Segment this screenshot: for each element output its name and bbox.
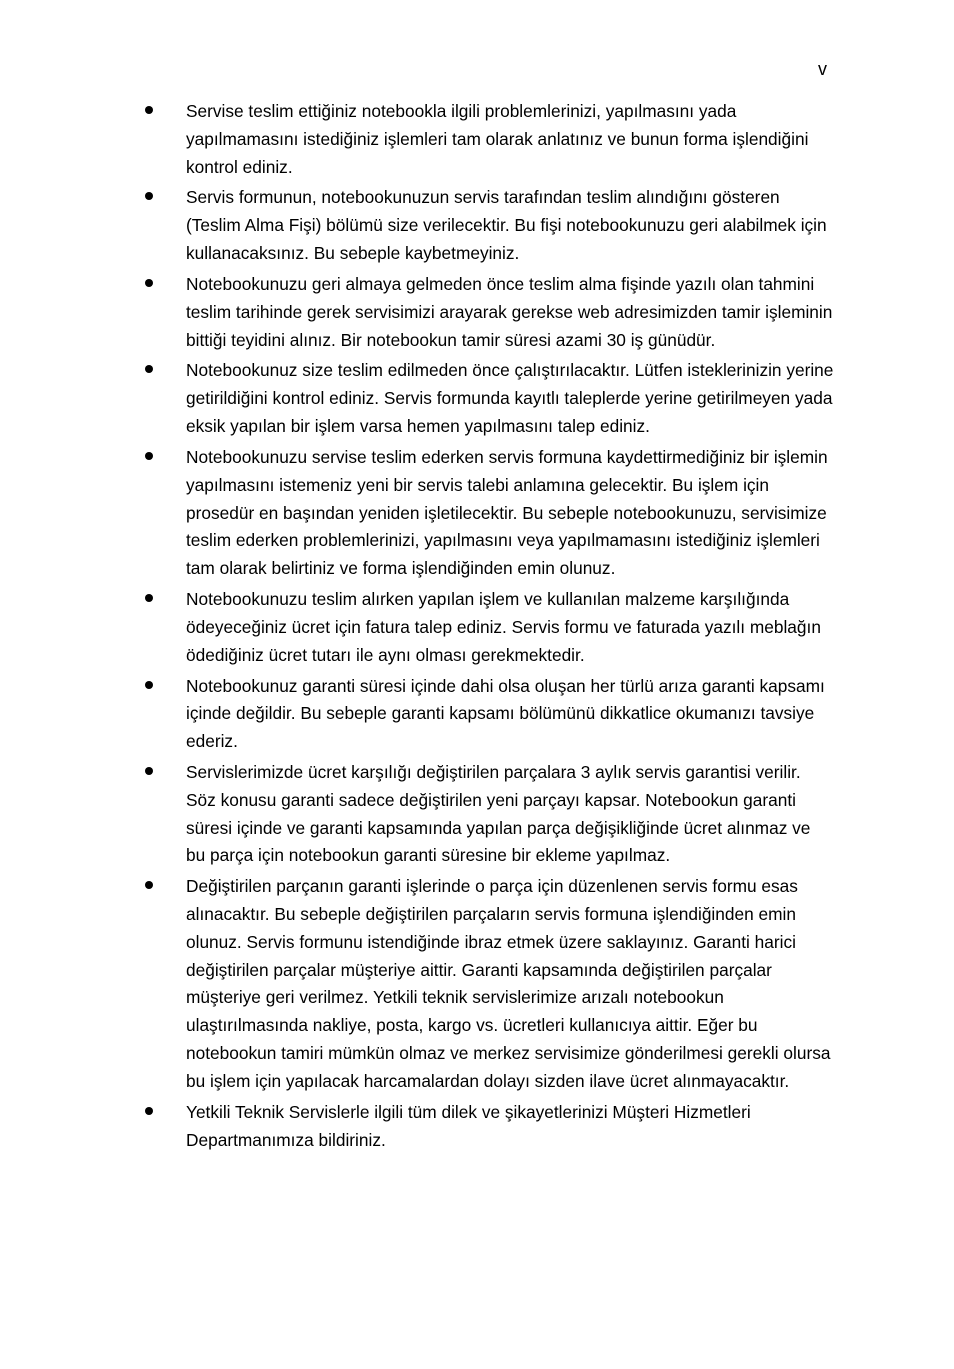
bullet-icon — [145, 881, 153, 889]
bullet-list — [0, 98, 954, 1157]
list-item-text: Değiştirilen parçanın garanti işlerinde o parça için düzenlenen servis formu esas alınacaktır. Bu sebeple değiştirilen parçaların servis formuna işlendiğinden emin olunuz. Servis formunu istendiğinde ibraz etmek üzere saklayınız. Garanti harici değiştirilen parçalar müşteriye aittir. Garanti kapsamında değiştirilen parçalar müşteriye geri verilmez. Yetkili teknik servislerimize arızalı notebookun ulaştırılmasında nakliye, posta, kargo vs. ücretleri kullanıcıya aittir. Eğer bu notebookun tamiri mümkün olmaz ve merkez servisimize gönderilmesi gerekli olursa bu işlem için yapılacak harcamalardan dolayı sizden ilave ücret alınmayacaktır. — [186, 876, 831, 1091]
list-item — [0, 444, 954, 583]
list-item-text: Notebookunuzu servise teslim ederken servis formuna kaydettirmediğiniz bir işlemin yapılmasını istemeniz yeni bir servis talebi anlamına gelecektir. Bu işlem için prosedür en başından yeniden işletilecektir. Bu sebeple notebookunuzu, servisimize teslim ederken problemlerinizi, yapılmasını veya yapılmamasını istediğiniz işlemleri tam olarak belirtiniz ve forma işlendiğinden emin olunuz. — [186, 446, 828, 579]
list-item-text: Servis formunun, notebookunuzun servis tarafından teslim alındığını gösteren (Teslim Alma Fişi) bölümü size verilecektir. Bu fişi notebookunuzu geri alabilmek için kullanacaksınız. Bu sebeple kaybetmeyiniz. — [186, 187, 827, 264]
list-item-text: Notebookunuz garanti süresi içinde dahi olsa oluşan her türlü arıza garanti kapsamı içinde değildir. Bu sebeple garanti kapsamı bölümünü dikkatlice okumanızı tavsiye ederiz. — [186, 675, 825, 752]
bullet-icon — [145, 681, 153, 689]
list-item — [0, 184, 954, 267]
bullet-icon — [145, 106, 153, 114]
bullet-icon — [145, 192, 153, 200]
list-item-text: Notebookunuzu teslim alırken yapılan işlem ve kullanılan malzeme karşılığında ödeyeceğiniz ücret için fatura talep ediniz. Servis formu ve faturada yazılı meblağın ödediğiniz ücret tutarı ile aynı olması gerekmektedir. — [186, 589, 821, 665]
list-item-text: Yetkili Teknik Servislerle ilgili tüm dilek ve şikayetlerinizi Müşteri Hizmetleri Departmanımıza bildiriniz. — [186, 1101, 751, 1150]
list-item — [0, 98, 954, 181]
list-item — [0, 873, 954, 1095]
list-item — [0, 759, 954, 870]
list-item — [0, 271, 954, 354]
list-item-text: Servise teslim ettiğiniz notebookla ilgili problemlerinizi, yapılmasını yada yapılmamasını istediğiniz işlemleri tam olarak anlatınız ve bunun forma işlendiğini kontrol ediniz. — [186, 101, 809, 177]
bullet-icon — [145, 279, 153, 287]
bullet-icon — [145, 594, 153, 602]
list-item — [0, 357, 954, 440]
list-item-text: Notebookunuzu geri almaya gelmeden önce teslim alma fişinde yazılı olan tahmini teslim tarihinde gerek servisimizi arayarak gerekse web adresimizden tamir işleminin bittiği teyidini alınız. Bir notebookun tamir süresi azami 30 iş günüdür. — [186, 273, 833, 350]
bullet-icon — [145, 452, 153, 460]
bullet-icon — [145, 1107, 153, 1115]
page-number: v — [818, 59, 827, 79]
list-item-text: Notebookunuz size teslim edilmeden önce çalıştırılacaktır. Lütfen isteklerinizin yerine getirildiğini kontrol ediniz. Servis formunda kayıtlı taleplerde yerine getirilmeyen yada eksik yapılan bir işlem varsa hemen yapılmasını talep ediniz. — [186, 360, 834, 437]
list-item — [0, 586, 954, 669]
bullet-icon — [145, 365, 153, 373]
bullet-icon — [145, 767, 153, 775]
list-item — [0, 673, 954, 756]
list-item-text: Servislerimizde ücret karşılığı değiştirilen parçalara 3 aylık servis garantisi verilir. Söz konusu garanti sadece değiştirilen yeni parçayı kapsar. Notebookun garanti süresi içinde ve garanti kapsamında yapılan parça değişikliğinde ücret alınmaz ve bu parça için notebookun garanti süresine bir ekleme yapılmaz. — [186, 761, 811, 866]
list-item — [0, 1099, 954, 1155]
